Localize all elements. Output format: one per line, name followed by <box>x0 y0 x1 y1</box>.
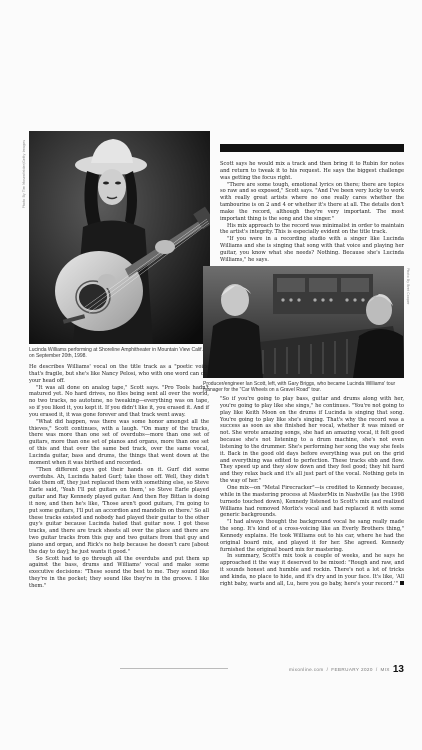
article-column-right-top <box>220 161 404 264</box>
footer-issue: FEBRUARY 2020 <box>331 667 373 672</box>
footer-site: mixonline.com <box>289 667 324 672</box>
performance-photo-image <box>29 131 210 344</box>
paragraph: He describes Williams' vocal on the title track as a "poetic voice that's fragile, but she's like Nancy Pelosi, who with one word can cut your head off. <box>29 364 210 384</box>
paragraph: "I had always thought the background vocal he sang really made the song. It's kind of a cross-voicing like an Everly Brothers thing," Kennedy explains. He took Williams out to his car, where he had the original board mix, and played it for her. She agreed. Kennedy furnished the original board mix for mastering. <box>220 519 404 553</box>
end-of-article-mark-icon <box>400 581 404 585</box>
paragraph: "So if you're going to play bass, guitar and drums along with her, you're going to play like she sings," he continues. "You're not going to play like Keith Moon on the drums if Lucinda is singing that song. You're going to play like she's singing. That's why the record was a success as soon as she finished her vocal, whether it was mixed or not. She wrote amazing songs, she had an amazing vocal, it felt good because she's not listening to a drum machine, she's not even listening to the drummer. She's performing her song the way she feels it. Back in the good old days before everything was put on the grid and everything was edited to perfection. These tracks ebb and flow. They speed up and they slow down and they feel good; they hit hard and they relax back and it's all just part of the vocal. Nothing gets in the way of her." <box>220 396 405 485</box>
studio-photo-image <box>203 266 404 378</box>
footer-separator: / <box>375 667 378 672</box>
paragraph: "If you were in a recording studio with a singer like Lucinda Williams and she is singing that song with that voice and playing her guitar, you know what she needs? Nothing. Because she's Lucinda Williams," he says. <box>220 236 404 263</box>
page-number: 13 <box>392 664 404 675</box>
studio-photo <box>203 266 404 378</box>
article-column-left <box>29 364 209 590</box>
footer-separator: / <box>326 667 329 672</box>
paragraph: "There are some tough, emotional lyrics on there; there are topics so raw and so exposed," Scott says. "And I've been very lucky to work with really great artists where no one really cares whether the tambourine is on 2 and 4 or whether it's there at all. The details don't make the record, although they're very important. The most important thing is the song and the singer." <box>220 181 404 222</box>
page-footer <box>160 664 404 675</box>
photo-credit-2: Photo By Bret Cooper <box>406 268 410 305</box>
photo-credit-1: Photo By Tim Mosenfelder/Getty Images <box>22 140 26 209</box>
paragraph: "What did happen, was there was some honor amongst all the thieves," Scott continues, with a laugh. "On many of the tracks, there was more than one set of overdubs—more than one set of guitars, more than one set of pianos and organs, more than one set of this and that over the same bed track, over the same vocal, Lucinda guitar, bass and drums, the things that went down at the moment when it was birthed and recorded. <box>29 418 209 466</box>
photo-caption-2: Producer/engineer Ian Scott, left, with Gary Briggs, who became Lucinda Williams' tour manager for the "Car Wheels on a Gravel Road" tour. <box>203 381 396 394</box>
paragraph: Scott says he would mix a track and then bring it to Rubin for notes and return to tweak it to his request. He says the biggest challenge was getting the focus right. <box>220 161 404 181</box>
paragraph: His mix approach to the record was minimalist in order to maintain the artist's integrity. This is especially evident on the title track. <box>220 222 404 236</box>
paragraph: "It was all done on analog tape," Scott says. "Pro Tools hadn't matured yet. No hard drives, no files being sent all over the world, no two tracks, no autotune, no tweaking—everything was on tape, so if you liked it, you kept it. If you didn't like it, you erased it. And if you erased it, it was gone forever and that track went away. <box>29 384 209 418</box>
photo-caption-1: Lucinda Williams performing at Shoreline Amphitheater in Mountain View Calif. on September 20th, 1998. <box>29 347 203 360</box>
paragraph: So Scott had to go through all the overdubs and put them up against the bass, drums and Williams' vocal and make some executive decisions: "These sound the best to me. They sound like they're in the pocket; they sound like they're in the groove. I like them." <box>29 555 209 589</box>
paragraph: One mix—on "Metal Firecracker"—is credited to Kennedy because, while in the mastering process at MasterMix in Nashville (as the 1998 turnedo touched down), Kennedy listened to Scott's mix and realized Williams had removed Morlix's vocal and had replaced it with some generic backgrounds. <box>220 484 404 519</box>
column-header-rule <box>220 144 404 152</box>
footer-magazine: MIX <box>380 667 390 672</box>
paragraph <box>220 553 404 587</box>
paragraph-text: In summary, Scott's mix took a couple of weeks, and he says he approached it the way it deserved to be mixed: "Rough and raw, and it sounds honest and humble and rockin. There's not a lot of tricks and kinda, no place to hide, and it's dry and in your face. It's like, 'All right baby, warts and all, Lu, here you go baby, here's your record.'" <box>220 553 404 587</box>
article-column-right-bottom <box>220 396 404 588</box>
performance-photo <box>29 131 210 344</box>
paragraph: "Then different guys got their hands on it. Gurf did some overdubs. Ah, Lucinda hated Gurf; take those off. Well, they didn't take them off, they just replaced them with something else, so Steve Earle said, 'Yeah I'll put guitars on them,' so Steve Earle played guitar and Ray Kennedy played guitar. And then Roy Bittan is doing it now, and then he's like, 'Those aren't good guitars, I'm going to put some guitars, I'll put an accordion and mandolin on there.' So all these tracks existed and nobody had played their guitar to the other guy's guitar because Lucinda hated that guitar now. I got these tracks, and there are track sheets all over the place and there are two guitar tracks from this guy and two guitars from that guy and piano and organ, and Rick's no help because he doesn't care [about the day to day]; he just wants it good." <box>29 466 209 555</box>
